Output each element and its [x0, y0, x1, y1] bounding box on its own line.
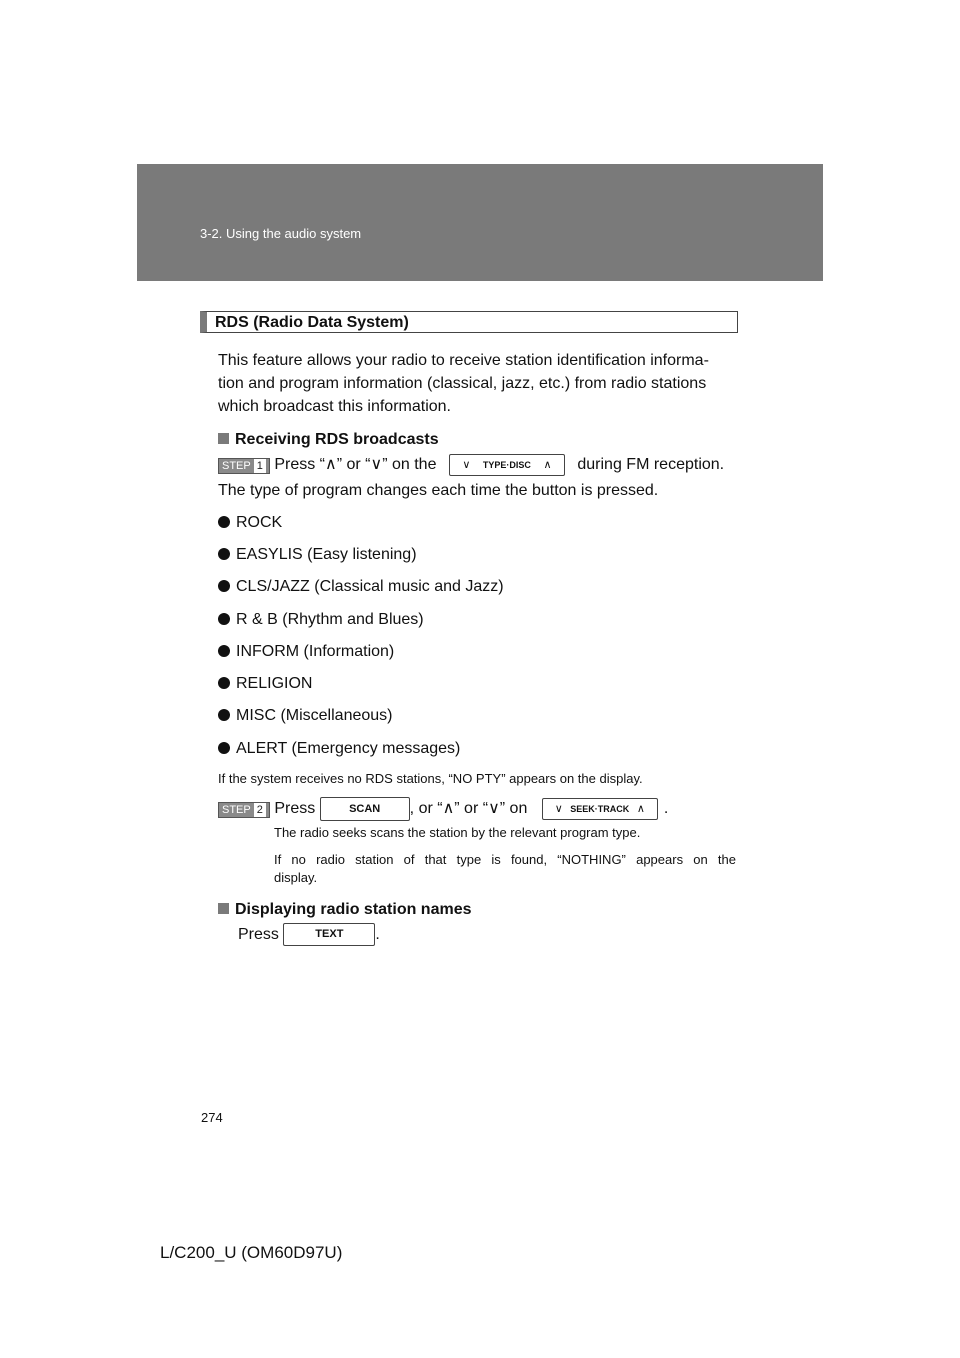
bullet-icon: [218, 613, 230, 625]
page-number: 274: [201, 1110, 223, 1125]
section-header-band: [137, 164, 823, 281]
list-item: INFORM (Information): [218, 640, 394, 663]
list-item: ALERT (Emergency messages): [218, 737, 460, 760]
topic-title-bar: [200, 311, 738, 333]
intro-line-3: which broadcast this information.: [218, 398, 451, 415]
chevron-up-icon: ∧: [543, 458, 552, 471]
document-code: L/C200_U (OM60D97U): [160, 1243, 343, 1262]
text-button[interactable]: TEXT: [283, 923, 375, 946]
step2-line: STEP 2 Press SCAN , or “∧” or “∨” on ∨ SEEK·TRACK ∧ .: [218, 797, 668, 821]
list-item: MISC (Miscellaneous): [218, 704, 392, 727]
list-item: R & B (Rhythm and Blues): [218, 608, 424, 631]
bullet-icon: [218, 580, 230, 592]
receiving-heading: Receiving RDS broadcasts: [218, 428, 439, 451]
square-bullet-icon: [218, 903, 229, 914]
bullet-icon: [218, 742, 230, 754]
chevron-down-icon: ∨: [462, 458, 471, 471]
section-title: 3-2. Using the audio system: [200, 226, 362, 241]
bullet-icon: [218, 548, 230, 560]
intro-line-2: tion and program information (classical, jazz, etc.) from radio stations: [218, 375, 707, 392]
list-item: EASYLIS (Easy listening): [218, 543, 417, 566]
up-arrow-icon: ∧: [442, 800, 455, 818]
bullet-icon: [218, 677, 230, 689]
step2-note-1: The radio seeks scans the station by the relevant program type.: [274, 825, 641, 840]
down-arrow-icon: ∨: [488, 800, 500, 818]
list-item: RELIGION: [218, 672, 312, 695]
seek-track-button[interactable]: ∨ SEEK·TRACK ∧: [542, 798, 658, 820]
step2-badge: STEP 2: [218, 802, 270, 818]
type-disc-button[interactable]: ∨ TYPE·DISC ∧: [449, 454, 565, 476]
step1-follow: The type of program changes each time the button is pressed.: [218, 482, 659, 499]
chevron-up-icon: ∧: [636, 803, 645, 815]
display-press-line: Press TEXT .: [238, 923, 380, 946]
step2-note-2: If no radio station of that type is found, “NOTHING” appears on the display.: [274, 852, 736, 885]
bullet-icon: [218, 645, 230, 657]
scan-button[interactable]: SCAN: [320, 797, 410, 821]
intro-line-1: This feature allows your radio to receive station identification informa-: [218, 352, 709, 369]
step1-line: STEP 1 Press “∧” or “∨” on the ∨ TYPE·DISC ∧ during FM reception.: [218, 453, 724, 476]
down-arrow-icon: ∨: [370, 456, 383, 473]
bullet-icon: [218, 516, 230, 528]
square-bullet-icon: [218, 433, 229, 444]
list-item: ROCK: [218, 511, 282, 534]
no-pty-note: If the system receives no RDS stations, “NO PTY” appears on the display.: [218, 771, 643, 786]
list-item: CLS/JAZZ (Classical music and Jazz): [218, 575, 504, 598]
bullet-icon: [218, 709, 230, 721]
display-heading: Displaying radio station names: [218, 898, 472, 921]
chevron-down-icon: ∨: [554, 803, 563, 815]
topic-title: RDS (Radio Data System): [215, 314, 409, 331]
up-arrow-icon: ∧: [324, 456, 337, 473]
step1-badge: STEP 1: [218, 458, 270, 474]
